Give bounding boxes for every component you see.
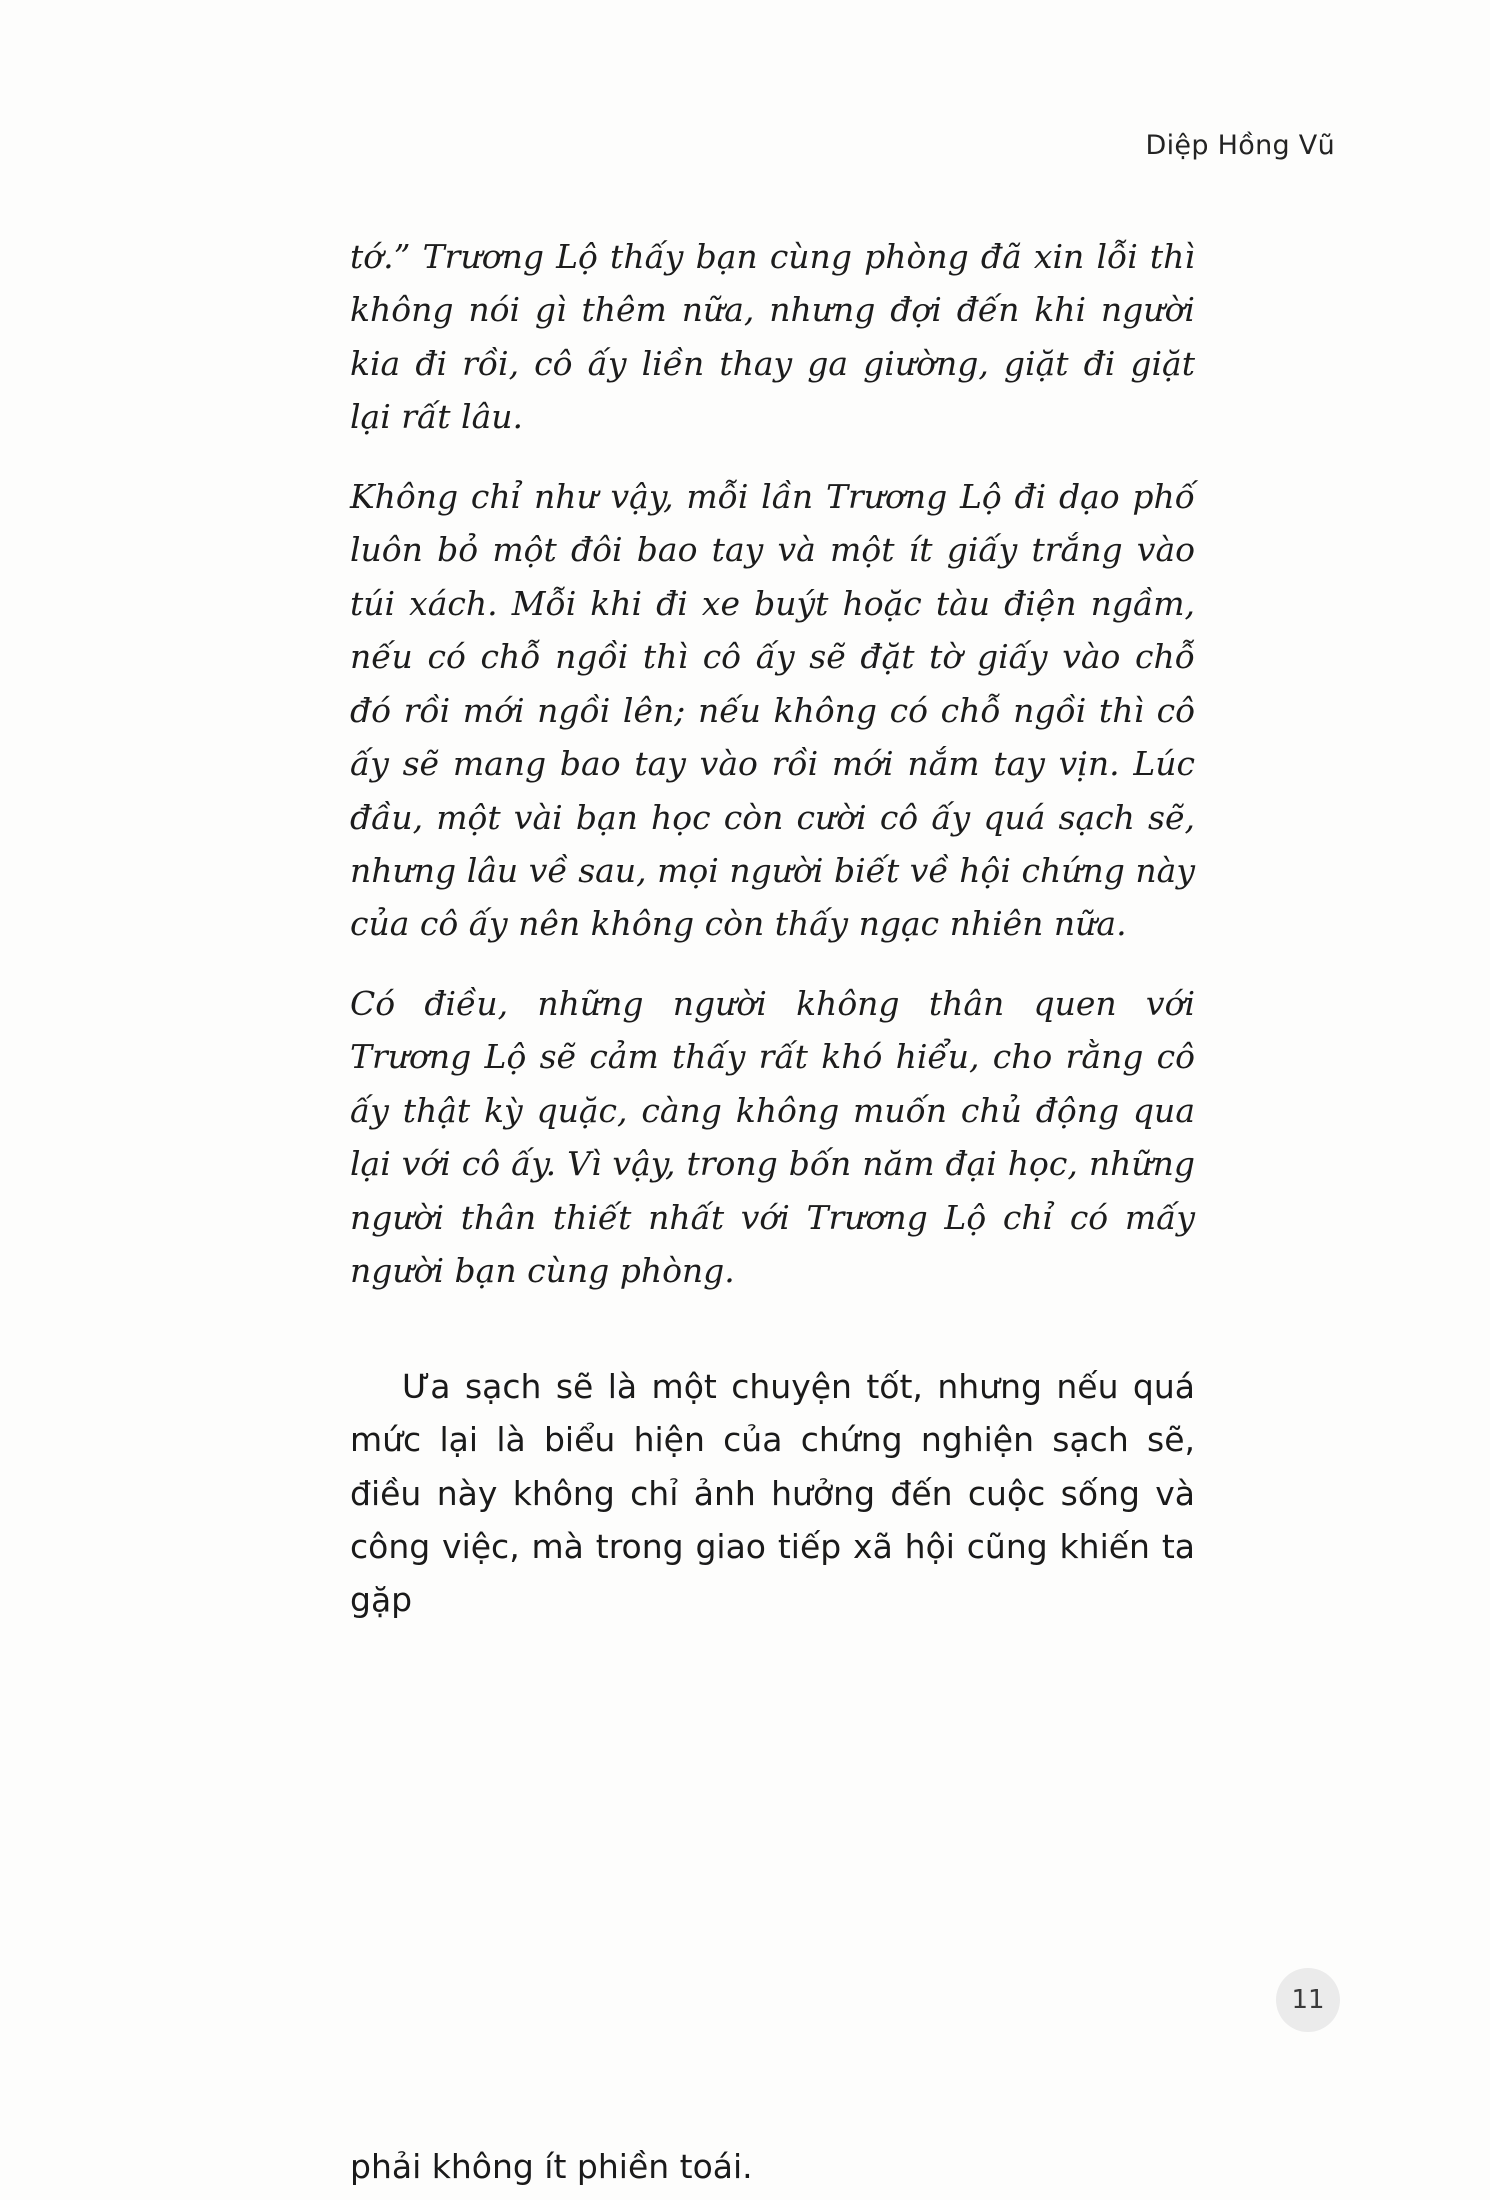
page-number-badge bbox=[1276, 1968, 1340, 2032]
page-number: 11 bbox=[1291, 1985, 1325, 2015]
running-head-author: Diệp Hồng Vũ bbox=[1145, 130, 1335, 161]
paragraph-italic-2: Không chỉ như vậy, mỗi lần Trương Lộ đi dạo phố luôn bỏ một đôi bao tay và một ít giấy trắng vào túi xách. Mỗi khi đi xe buýt hoặc tàu điện ngầm, nếu có chỗ ngồi thì cô ấy sẽ đặt tờ giấy vào chỗ đó rồi mới ngồi lên; nếu không có chỗ ngồi thì cô ấy sẽ mang bao tay vào rồi mới nắm tay vịn. Lúc đầu, một vài bạn học còn cười cô ấy quá sạch sẽ, nhưng lâu về sau, mọi người biết về hội chứng này của cô ấy nên không còn thấy ngạc nhiên nữa. bbox=[350, 476, 1195, 944]
clipped-text-region bbox=[350, 2140, 1490, 2200]
clipped-line: phải không ít phiền toái. bbox=[350, 2147, 753, 2186]
paragraph-body-1: Ưa sạch sẽ là một chuyện tốt, nhưng nếu quá mức lại là biểu hiện của chứng nghiện sạch sẽ, điều này không chỉ ảnh hưởng đến cuộc sống và công việc, mà trong giao tiếp xã hội cũng khiến ta gặp bbox=[350, 1366, 1195, 1620]
paragraph-italic-3: Có điều, những người không thân quen với Trương Lộ sẽ cảm thấy rất khó hiểu, cho rằng cô ấy thật kỳ quặc, càng không muốn chủ động qua lại với cô ấy. Vì vậy, trong bốn năm đại học, những người thân thiết nhất với Trương Lộ chỉ có mấy người bạn cùng phòng. bbox=[350, 983, 1195, 1291]
page-body bbox=[350, 230, 1195, 1653]
paragraph-italic-1: tớ.” Trương Lộ thấy bạn cùng phòng đã xin lỗi thì không nói gì thêm nữa, nhưng đợi đến khi người kia đi rồi, cô ấy liền thay ga giường, giặt đi giặt lại rất lâu. bbox=[350, 237, 1195, 437]
